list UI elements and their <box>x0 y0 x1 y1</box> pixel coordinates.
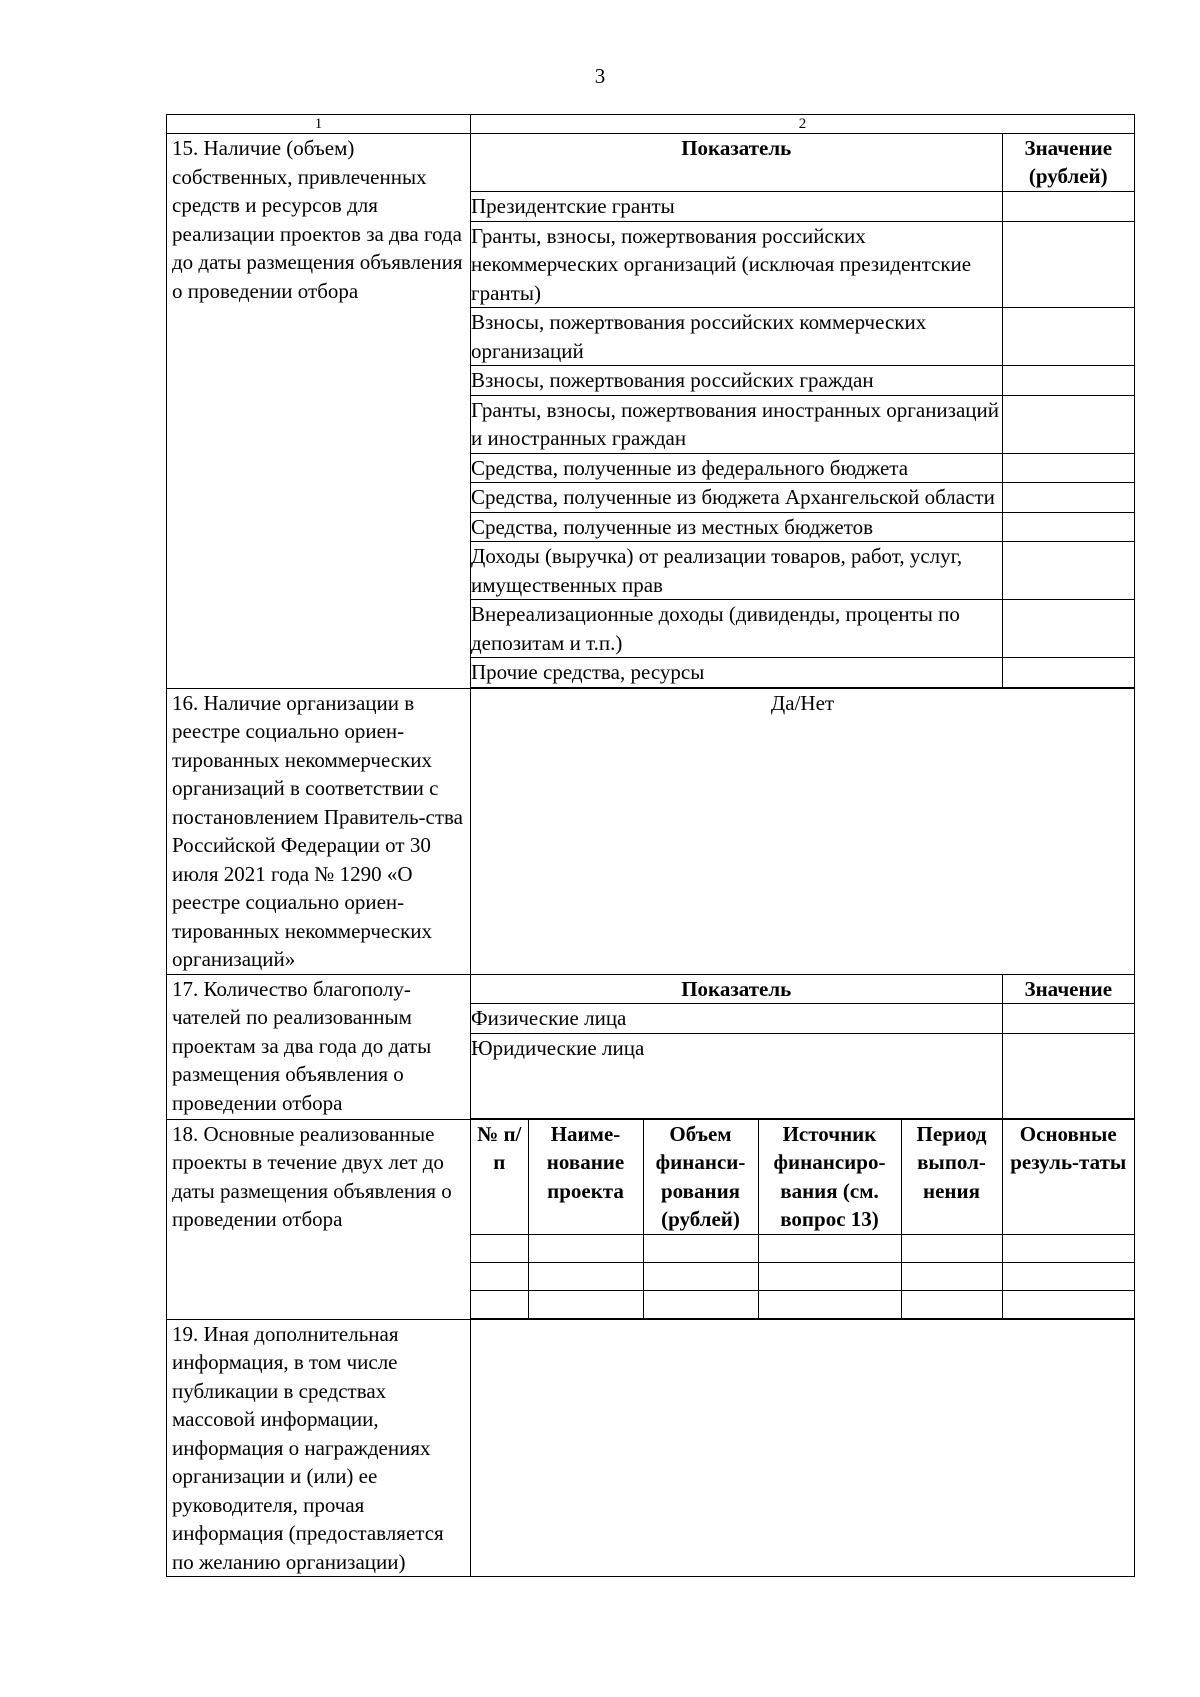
projects-cell[interactable] <box>528 1234 643 1262</box>
funding-row-label: Средства, полученные из бюджета Архангельской области <box>471 483 1002 513</box>
funding-value-cell[interactable] <box>1002 453 1134 483</box>
question-18-row <box>167 1119 1135 1319</box>
funding-value-cell[interactable] <box>1002 366 1134 396</box>
funding-row-label: Взносы, пожертвования российских граждан <box>471 366 1002 396</box>
question-18-label: 18. Основные реализованные проекты в течение двух лет до даты размещения объявления о проведении отбора <box>167 1119 471 1319</box>
projects-cell[interactable] <box>758 1262 901 1290</box>
projects-cell[interactable] <box>901 1234 1002 1262</box>
funding-value-cell[interactable] <box>1002 395 1134 453</box>
beneficiary-value-cell[interactable] <box>1002 1033 1134 1118</box>
beneficiary-value-cell[interactable] <box>1002 1004 1134 1034</box>
value-rubles-header: Значение (рублей) <box>1002 134 1134 192</box>
projects-header-number: № п/п <box>471 1120 528 1235</box>
funding-row-label: Гранты, взносы, пожертвования российских некоммерческих организаций (исключая президентские гранты) <box>471 221 1002 308</box>
column-number-2: 2 <box>471 115 1135 134</box>
questionnaire-table <box>166 114 1135 1577</box>
question-15-answer <box>471 134 1135 689</box>
projects-cell[interactable] <box>643 1290 758 1318</box>
funding-value-cell[interactable] <box>1002 542 1134 600</box>
funding-row-label: Прочие средства, ресурсы <box>471 658 1002 688</box>
question-16-label: 16. Наличие организации в реестре социально ориен-тированных некоммерческих организаций в соответствии с постановлением Правитель-ства Российской Федерации от 30 июля 2021 года № 1290 «О реестре социально ориен-тированных некоммерческих организаций» <box>167 688 471 974</box>
projects-table <box>471 1120 1134 1319</box>
indicator-header: Показатель <box>471 975 1002 1004</box>
projects-cell[interactable] <box>471 1262 528 1290</box>
value-header: Значение <box>1002 975 1134 1004</box>
projects-cell[interactable] <box>901 1262 1002 1290</box>
projects-cell[interactable] <box>901 1290 1002 1318</box>
question-17-label: 17. Количество благополу-чателей по реализованным проектам за два года до даты размещения объявления о проведении отбора <box>167 974 471 1119</box>
projects-cell[interactable] <box>471 1290 528 1318</box>
funding-row-label: Президентские гранты <box>471 192 1002 222</box>
funding-value-cell[interactable] <box>1002 600 1134 658</box>
question-15-label: 15. Наличие (объем) собственных, привлеченных средств и ресурсов для реализации проектов за два года до даты размещения объявления о проведении отбора <box>167 134 471 689</box>
funding-value-cell[interactable] <box>1002 483 1134 513</box>
funding-value-cell[interactable] <box>1002 658 1134 688</box>
projects-header-funding: Объем финанси-рования (рублей) <box>643 1120 758 1235</box>
projects-cell[interactable] <box>528 1262 643 1290</box>
projects-cell[interactable] <box>758 1290 901 1318</box>
question-19-row <box>167 1319 1135 1577</box>
question-17-answer <box>471 974 1135 1119</box>
funding-value-cell[interactable] <box>1002 512 1134 542</box>
beneficiary-row-label: Юридические лица <box>471 1033 1002 1118</box>
funding-value-cell[interactable] <box>1002 308 1134 366</box>
beneficiaries-table <box>471 975 1134 1119</box>
projects-cell[interactable] <box>758 1234 901 1262</box>
funding-row-label: Доходы (выручка) от реализации товаров, работ, услуг, имущественных прав <box>471 542 1002 600</box>
additional-info-answer[interactable] <box>471 1319 1135 1577</box>
question-17-row <box>167 974 1135 1119</box>
funding-sources-table <box>471 134 1134 688</box>
funding-value-cell[interactable] <box>1002 221 1134 308</box>
projects-cell[interactable] <box>471 1234 528 1262</box>
beneficiary-row-label: Физические лица <box>471 1004 1002 1034</box>
projects-cell[interactable] <box>1002 1262 1134 1290</box>
question-19-label: 19. Иная дополнительная информация, в том числе публикации в средствах массовой информации, информация о награждениях организации и (или) ее руководителя, прочая информация (предоставляется по желанию организации) <box>167 1319 471 1577</box>
funding-row-label: Средства, полученные из федерального бюджета <box>471 453 1002 483</box>
projects-header-results: Основные резуль-таты <box>1002 1120 1134 1235</box>
funding-row-label: Средства, полученные из местных бюджетов <box>471 512 1002 542</box>
projects-header-name: Наиме-нование проекта <box>528 1120 643 1235</box>
funding-value-cell[interactable] <box>1002 192 1134 222</box>
funding-row-label: Взносы, пожертвования российских коммерческих организаций <box>471 308 1002 366</box>
projects-header-source: Источник финансиро-вания (см. вопрос 13) <box>758 1120 901 1235</box>
indicator-header: Показатель <box>471 134 1002 192</box>
question-15-row <box>167 134 1135 689</box>
column-number-row <box>167 115 1135 134</box>
page-number: 3 <box>594 64 606 88</box>
yes-no-answer[interactable]: Да/Нет <box>471 688 1135 974</box>
projects-cell[interactable] <box>643 1262 758 1290</box>
projects-header-period: Период выпол-нения <box>901 1120 1002 1235</box>
column-number-1: 1 <box>167 115 471 134</box>
question-18-answer <box>471 1119 1135 1319</box>
funding-row-label: Гранты, взносы, пожертвования иностранных организаций и иностранных граждан <box>471 395 1002 453</box>
funding-row-label: Внереализационные доходы (дивиденды, проценты по депозитам и т.п.) <box>471 600 1002 658</box>
projects-cell[interactable] <box>643 1234 758 1262</box>
projects-cell[interactable] <box>1002 1290 1134 1318</box>
question-16-row <box>167 688 1135 974</box>
projects-cell[interactable] <box>1002 1234 1134 1262</box>
projects-cell[interactable] <box>528 1290 643 1318</box>
